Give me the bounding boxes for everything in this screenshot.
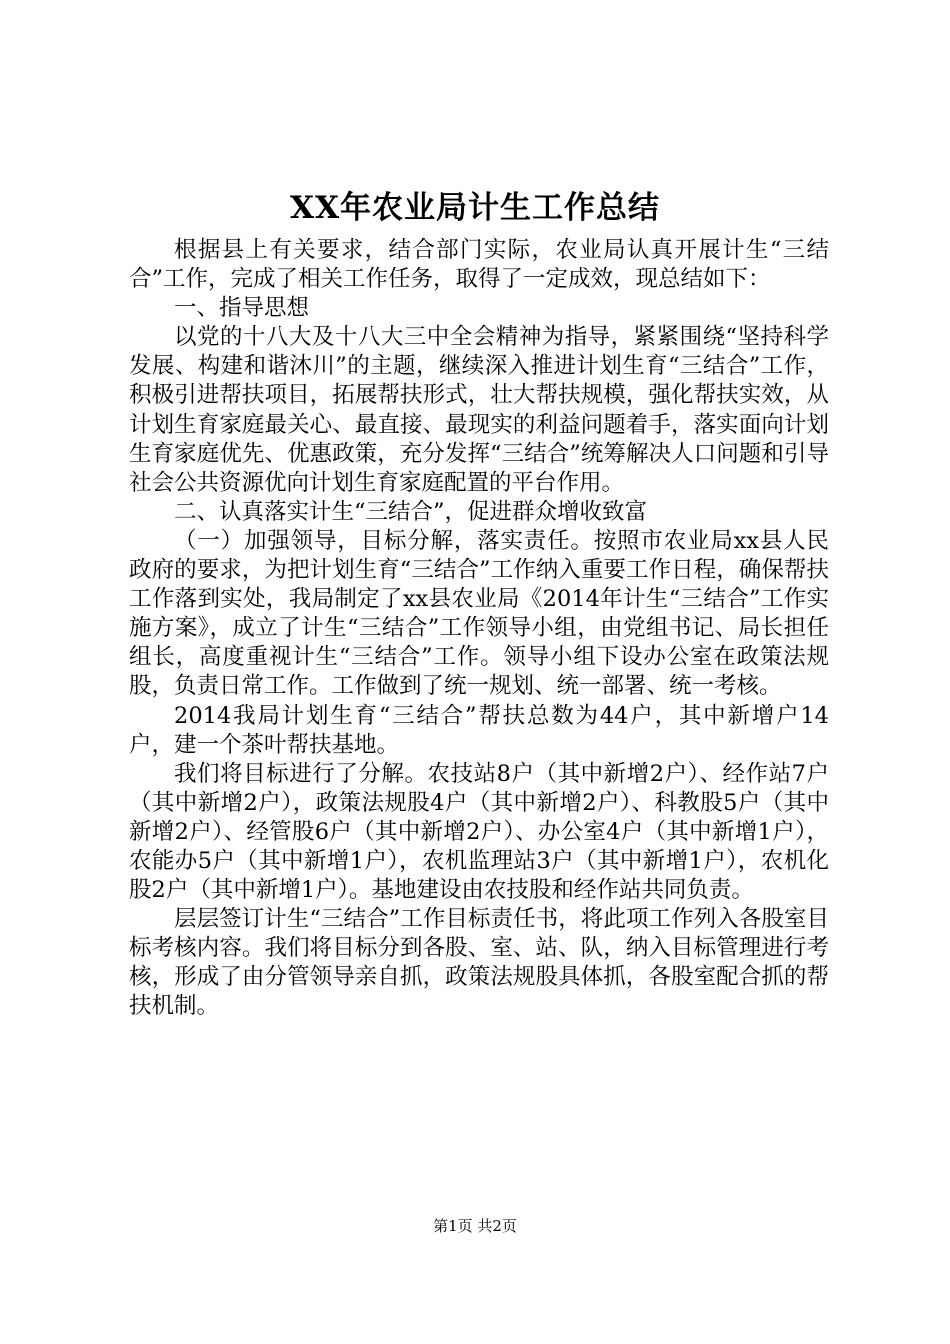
intro-paragraph: 根据县上有关要求，结合部门实际，农业局认真开展计生“三结合”工作，完成了相关工作任务，取得了一定成效，现总结如下： [129, 237, 829, 293]
target-breakdown-paragraph: 我们将目标进行了分解。农技站8户（其中新增2户）、经作站7户（其中新增2户），政策法规股4户（其中新增2户）、科教股5户（其中新增2户）、经管股6户（其中新增2户）、办公室4户（其中新增1户），农能办5户（其中新增1户），农机监理站3户（其中新增1户），农机化股2户（其中新增1户）。基地建设由农技股和经作站共同负责。 [129, 760, 829, 904]
page-number-footer: 第1页 共2页 [433, 1217, 517, 1235]
document-title: XX年农业局计生工作总结 [289, 190, 661, 226]
document-body [129, 236, 829, 1022]
guiding-thought-paragraph: 以党的十八大及十八大三中全会精神为指导，紧紧围绕“坚持科学发展、构建和谐沐川”的主题，继续深入推进计划生育“三结合”工作，积极引进帮扶项目，拓展帮扶形式，壮大帮扶规模，强化帮扶实效，从计划生育家庭最关心、最直接、最现实的利益问题着手，落实面向计划生育家庭优先、优惠政策，充分发挥“三结合”统筹解决人口问题和引导社会公共资源优向计划生育家庭配置的平台作用。 [129, 324, 829, 496]
assistance-total-paragraph: 2014我局计划生育“三结合”帮扶总数为44户，其中新增户14户，建一个茶叶帮扶基地。 [129, 702, 829, 758]
responsibility-paragraph: 层层签订计生“三结合”工作目标责任书，将此项工作列入各股室目标考核内容。我们将目标分到各股、室、站、队，纳入目标管理进行考核，形成了由分管领导亲自抓，政策法规股具体抓，各股室配合抓的帮扶机制。 [129, 906, 829, 1020]
leadership-paragraph: （一）加强领导，目标分解，落实责任。按照市农业局xx县人民政府的要求，为把计划生育“三结合”工作纳入重要工作日程，确保帮扶工作落到实处，我局制定了xx县农业局《2014年计生“三结合”工作实施方案》，成立了计生“三结合”工作领导小组，由党组书记、局长担任组长，高度重视计生“三结合”工作。领导小组下设办公室在政策法规股，负责日常工作。工作做到了统一规划、统一部署、统一考核。 [129, 527, 829, 700]
section-heading-guiding-thought: 一、指导思想 [174, 295, 310, 322]
section-heading-implementation: 二、认真落实计生“三结合”，促进群众增收致富 [174, 498, 648, 525]
